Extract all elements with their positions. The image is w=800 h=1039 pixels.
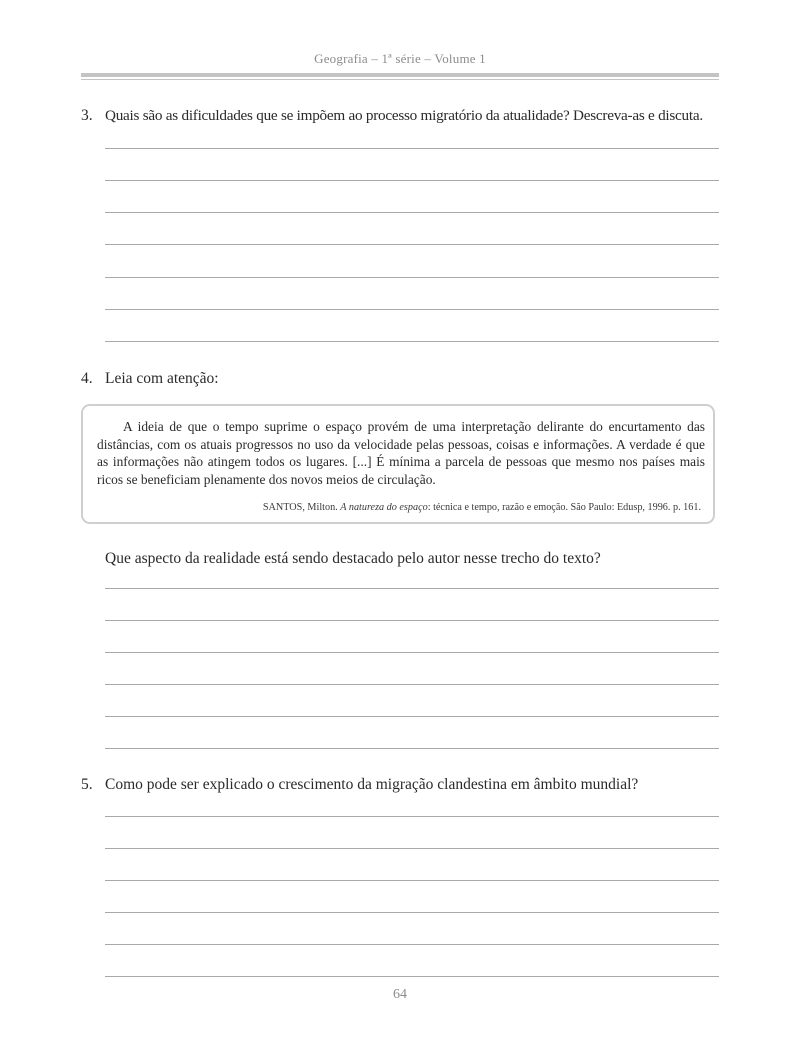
quote-source xyxy=(263,502,701,513)
answer-line[interactable] xyxy=(105,944,719,945)
quote-box xyxy=(81,404,715,524)
question-5-text: Como pode ser explicado o crescimento da migração clandestina em âmbito mundial? xyxy=(105,776,639,793)
answer-line[interactable] xyxy=(105,341,719,342)
page-number: 64 xyxy=(393,987,407,1002)
answer-line[interactable] xyxy=(105,620,719,621)
answer-line[interactable] xyxy=(105,277,719,278)
quote-source-title: A natureza do espaço xyxy=(340,502,428,513)
answer-line[interactable] xyxy=(105,716,719,717)
answer-line[interactable] xyxy=(105,148,719,149)
answer-line[interactable] xyxy=(105,880,719,881)
answer-line[interactable] xyxy=(105,244,719,245)
answer-line[interactable] xyxy=(105,748,719,749)
running-head: Geografia – 1ª série – Volume 1 xyxy=(314,51,486,66)
answer-line[interactable] xyxy=(105,652,719,653)
quote-text: A ideia de que o tempo suprime o espaço provém de uma interpretação delirante do encurtamento das distâncias, com os atuais progressos no uso da velocidade pelas pessoas, coisas e informações. A verdade é que as informações não atingem todos os lugares. [...] É mínima a parcela de pessoas que mesmo nos países mais ricos se beneficiam plenamente dos novos meios de circulação. xyxy=(97,419,705,487)
quote-source-rest: : técnica e tempo, razão e emoção. São Paulo: Edusp, 1996. p. 161. xyxy=(427,502,701,513)
question-3-text: Quais são as dificuldades que se impõem ao processo migratório da atualidade? Descreva-as e discuta. xyxy=(105,107,703,124)
answer-line[interactable] xyxy=(105,848,719,849)
question-4-number: 4. xyxy=(81,370,93,387)
question-4-text: Leia com atenção: xyxy=(105,370,219,387)
question-4-subquestion: Que aspecto da realidade está sendo destacado pelo autor nesse trecho do texto? xyxy=(105,550,601,567)
answer-line[interactable] xyxy=(105,212,719,213)
answer-line[interactable] xyxy=(105,588,719,589)
answer-line[interactable] xyxy=(105,816,719,817)
answer-line[interactable] xyxy=(105,684,719,685)
answer-line[interactable] xyxy=(105,180,719,181)
answer-line[interactable] xyxy=(105,309,719,310)
header-rule-thick xyxy=(81,73,719,77)
answer-line[interactable] xyxy=(105,976,719,977)
question-3-number: 3. xyxy=(81,107,93,124)
answer-line[interactable] xyxy=(105,912,719,913)
header-rule-thin xyxy=(81,79,719,80)
quote-source-author: SANTOS, Milton. xyxy=(262,502,338,513)
question-5-number: 5. xyxy=(81,776,93,793)
